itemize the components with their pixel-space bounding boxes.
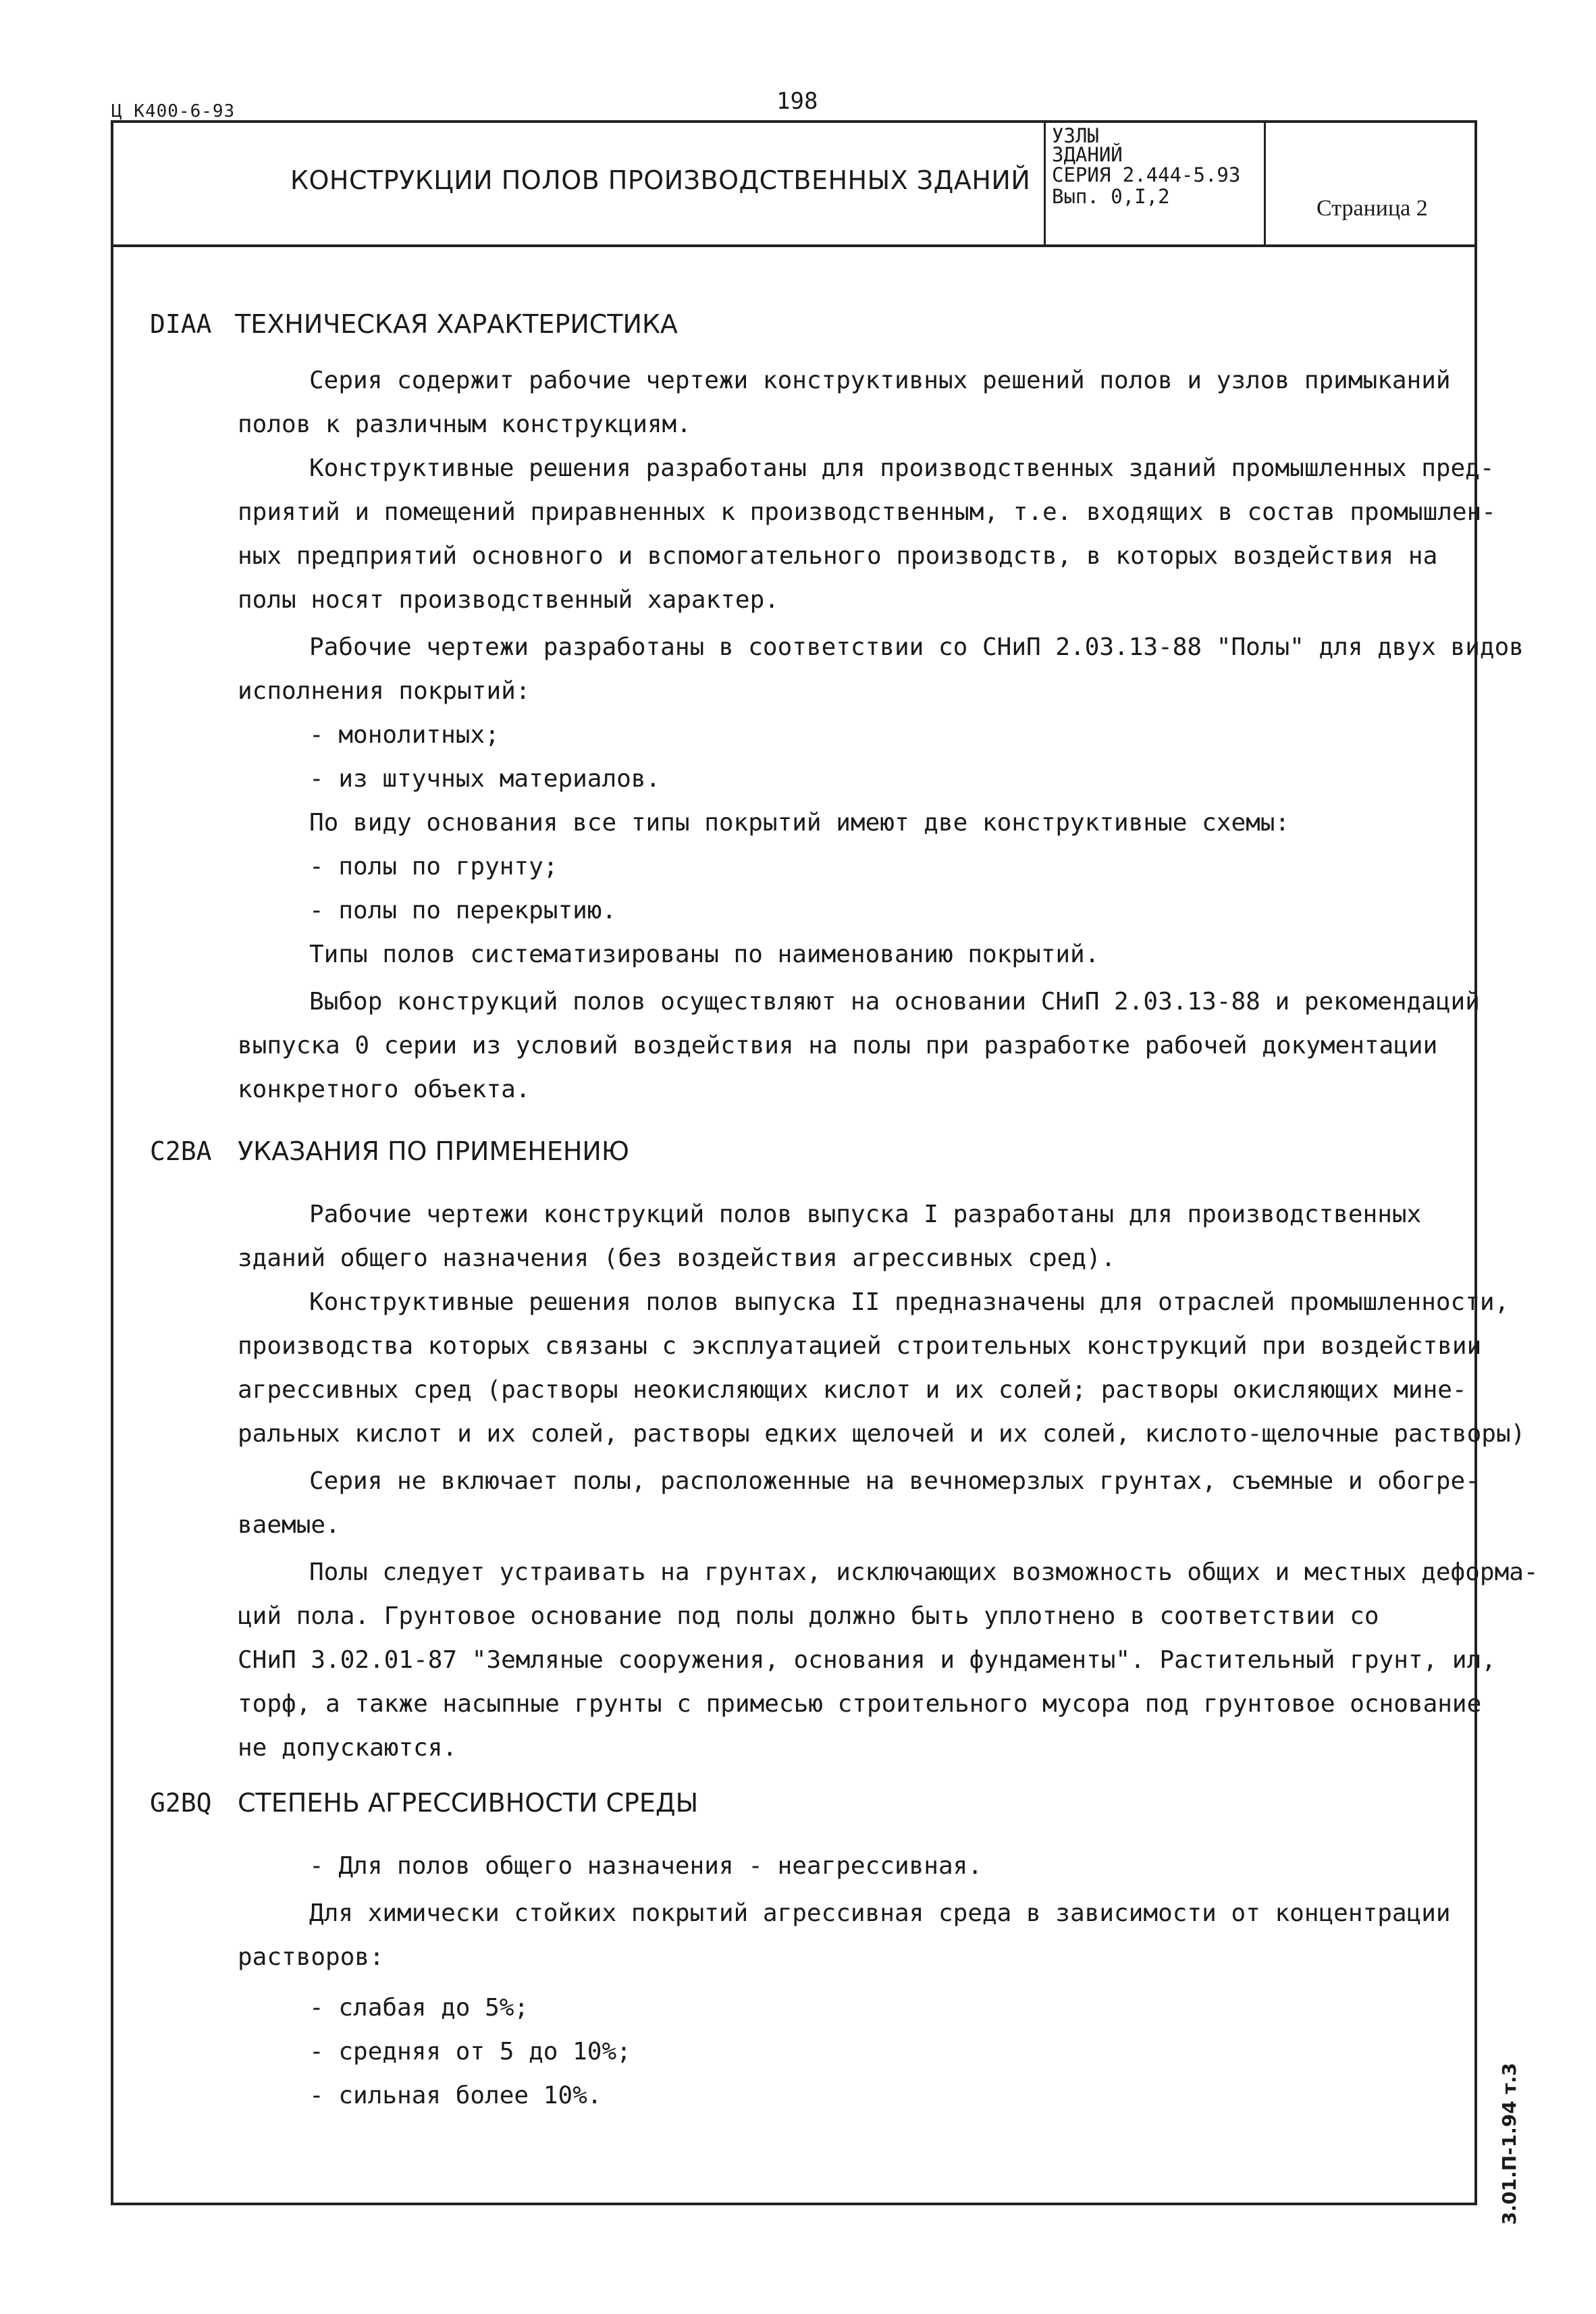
series-line: УЗЛЫ (1052, 124, 1099, 147)
paragraph-line: Для химически стойких покрытий агрессивная среда в зависимости от концентрации (309, 1899, 1451, 1927)
paragraph-line: Рабочие чертежи разработаны в соответствии со СНиП 2.03.13-88 "Полы" для двух видов (309, 633, 1524, 661)
paragraph-line: приятий и помещений приравненных к производственным, т.е. входящих в состав промышлен- (238, 498, 1496, 526)
section-heading: СТЕПЕНЬ АГРЕССИВНОСТИ СРЕДЫ (238, 1788, 699, 1818)
section-heading: УКАЗАНИЯ ПО ПРИМЕНЕНИЮ (238, 1136, 629, 1166)
paragraph-line: Конструктивные решения разработаны для производственных зданий промышленных пред- (309, 454, 1495, 482)
paragraph-line: агрессивных сред (растворы неокисляющих кислот и их солей; растворы окисляющих мине- (238, 1376, 1467, 1404)
paragraph-line: исполнения покрытий: (238, 677, 531, 705)
list-item: - сильная более 10%. (309, 2082, 602, 2109)
list-item: - из штучных материалов. (309, 765, 661, 793)
paragraph-line: торф, а также насыпные грунты с примесью строительного мусора под грунтовое основание (238, 1690, 1482, 1718)
paragraph-line: полов к различным конструкциям. (238, 411, 691, 438)
paragraph-line: Полы следует устраивать на грунтах, исключающих возможность общих и местных деформа- (309, 1558, 1539, 1586)
document-title: КОНСТРУКЦИИ ПОЛОВ ПРОИЗВОДСТВЕННЫХ ЗДАНИЙ (290, 165, 1031, 195)
side-stamp (1489, 2053, 1529, 2228)
section-code: G2BQ (150, 1788, 212, 1818)
list-item: - средняя от 5 до 10%; (309, 2038, 631, 2066)
paragraph-line: растворов: (238, 1943, 384, 1971)
paragraph-line: ных предприятий основного и вспомогательного производств, в которых воздействия на (238, 542, 1438, 570)
section-code: C2BA (150, 1136, 212, 1166)
paragraph-line: полы носят производственный характер. (238, 586, 779, 614)
section-heading: ТЕХНИЧЕСКАЯ ХАРАКТЕРИСТИКА (235, 309, 678, 339)
series-line: ЗДАНИЙ (1052, 143, 1123, 166)
list-item: - слабая до 5%; (309, 1994, 529, 2022)
paragraph-line: конкретного объекта. (238, 1076, 531, 1103)
paragraph-line: зданий общего назначения (без воздействия агрессивных сред). (238, 1244, 1116, 1272)
paragraph-line: выпуска 0 серии из условий воздействия на полы при разработке рабочей документации (238, 1032, 1438, 1059)
paragraph-line: - Для полов общего назначения - неагрессивная. (309, 1852, 982, 1880)
paragraph-line: Выбор конструкций полов осуществляют на основании СНиП 2.03.13-88 и рекомендаций (309, 988, 1480, 1016)
series-line: Вып. 0,I,2 (1052, 185, 1170, 208)
paragraph-line: производства которых связаны с эксплуатацией строительных конструкций при воздействии (238, 1332, 1482, 1360)
list-item: - полы по перекрытию. (309, 897, 617, 924)
paragraph-line: ральных кислот и их солей, растворы едких щелочей и их солей, кислото-щелочные растворы) (238, 1420, 1526, 1448)
paragraph-line: Конструктивные решения полов выпуска II предназначены для отраслей промышленности, (309, 1288, 1510, 1316)
document-code: Ц К400-6-93 (111, 101, 236, 122)
title-block-divider (1044, 120, 1046, 247)
paragraph-line: СНиП 3.02.01-87 "Земляные сооружения, основания и фундаменты". Растительный грунт, ил, (238, 1646, 1496, 1674)
title-block-divider (1264, 120, 1266, 247)
paragraph-line: ций пола. Грунтовое основание под полы должно быть уплотнено в соответствии со (238, 1602, 1379, 1630)
paragraph-line: По виду основания все типы покрытий имеют две конструктивные схемы: (309, 809, 1290, 837)
section-code: DIAA (150, 309, 212, 339)
paragraph-line: Рабочие чертежи конструкций полов выпуска I разработаны для производственных (309, 1201, 1422, 1228)
list-item: - монолитных; (309, 721, 500, 749)
paragraph-line: Серия не включает полы, расположенные на вечномерзлых грунтах, съемные и обогре- (309, 1467, 1480, 1495)
list-item: - полы по грунту; (309, 853, 558, 880)
paragraph-line: Типы полов систематизированы по наименованию покрытий. (309, 941, 1100, 968)
paragraph-line: ваемые. (238, 1511, 340, 1539)
paragraph-line: не допускаются. (238, 1734, 458, 1762)
series-line: СЕРИЯ 2.444-5.93 (1052, 163, 1241, 186)
page-label: Страница 2 (1316, 196, 1428, 221)
paragraph-line: Серия содержит рабочие чертежи конструктивных решений полов и узлов примыканий (309, 367, 1451, 394)
page-number: 198 (776, 88, 818, 115)
side-stamp-text: 3.01.П-1.94 т.3 (1498, 2063, 1520, 2225)
